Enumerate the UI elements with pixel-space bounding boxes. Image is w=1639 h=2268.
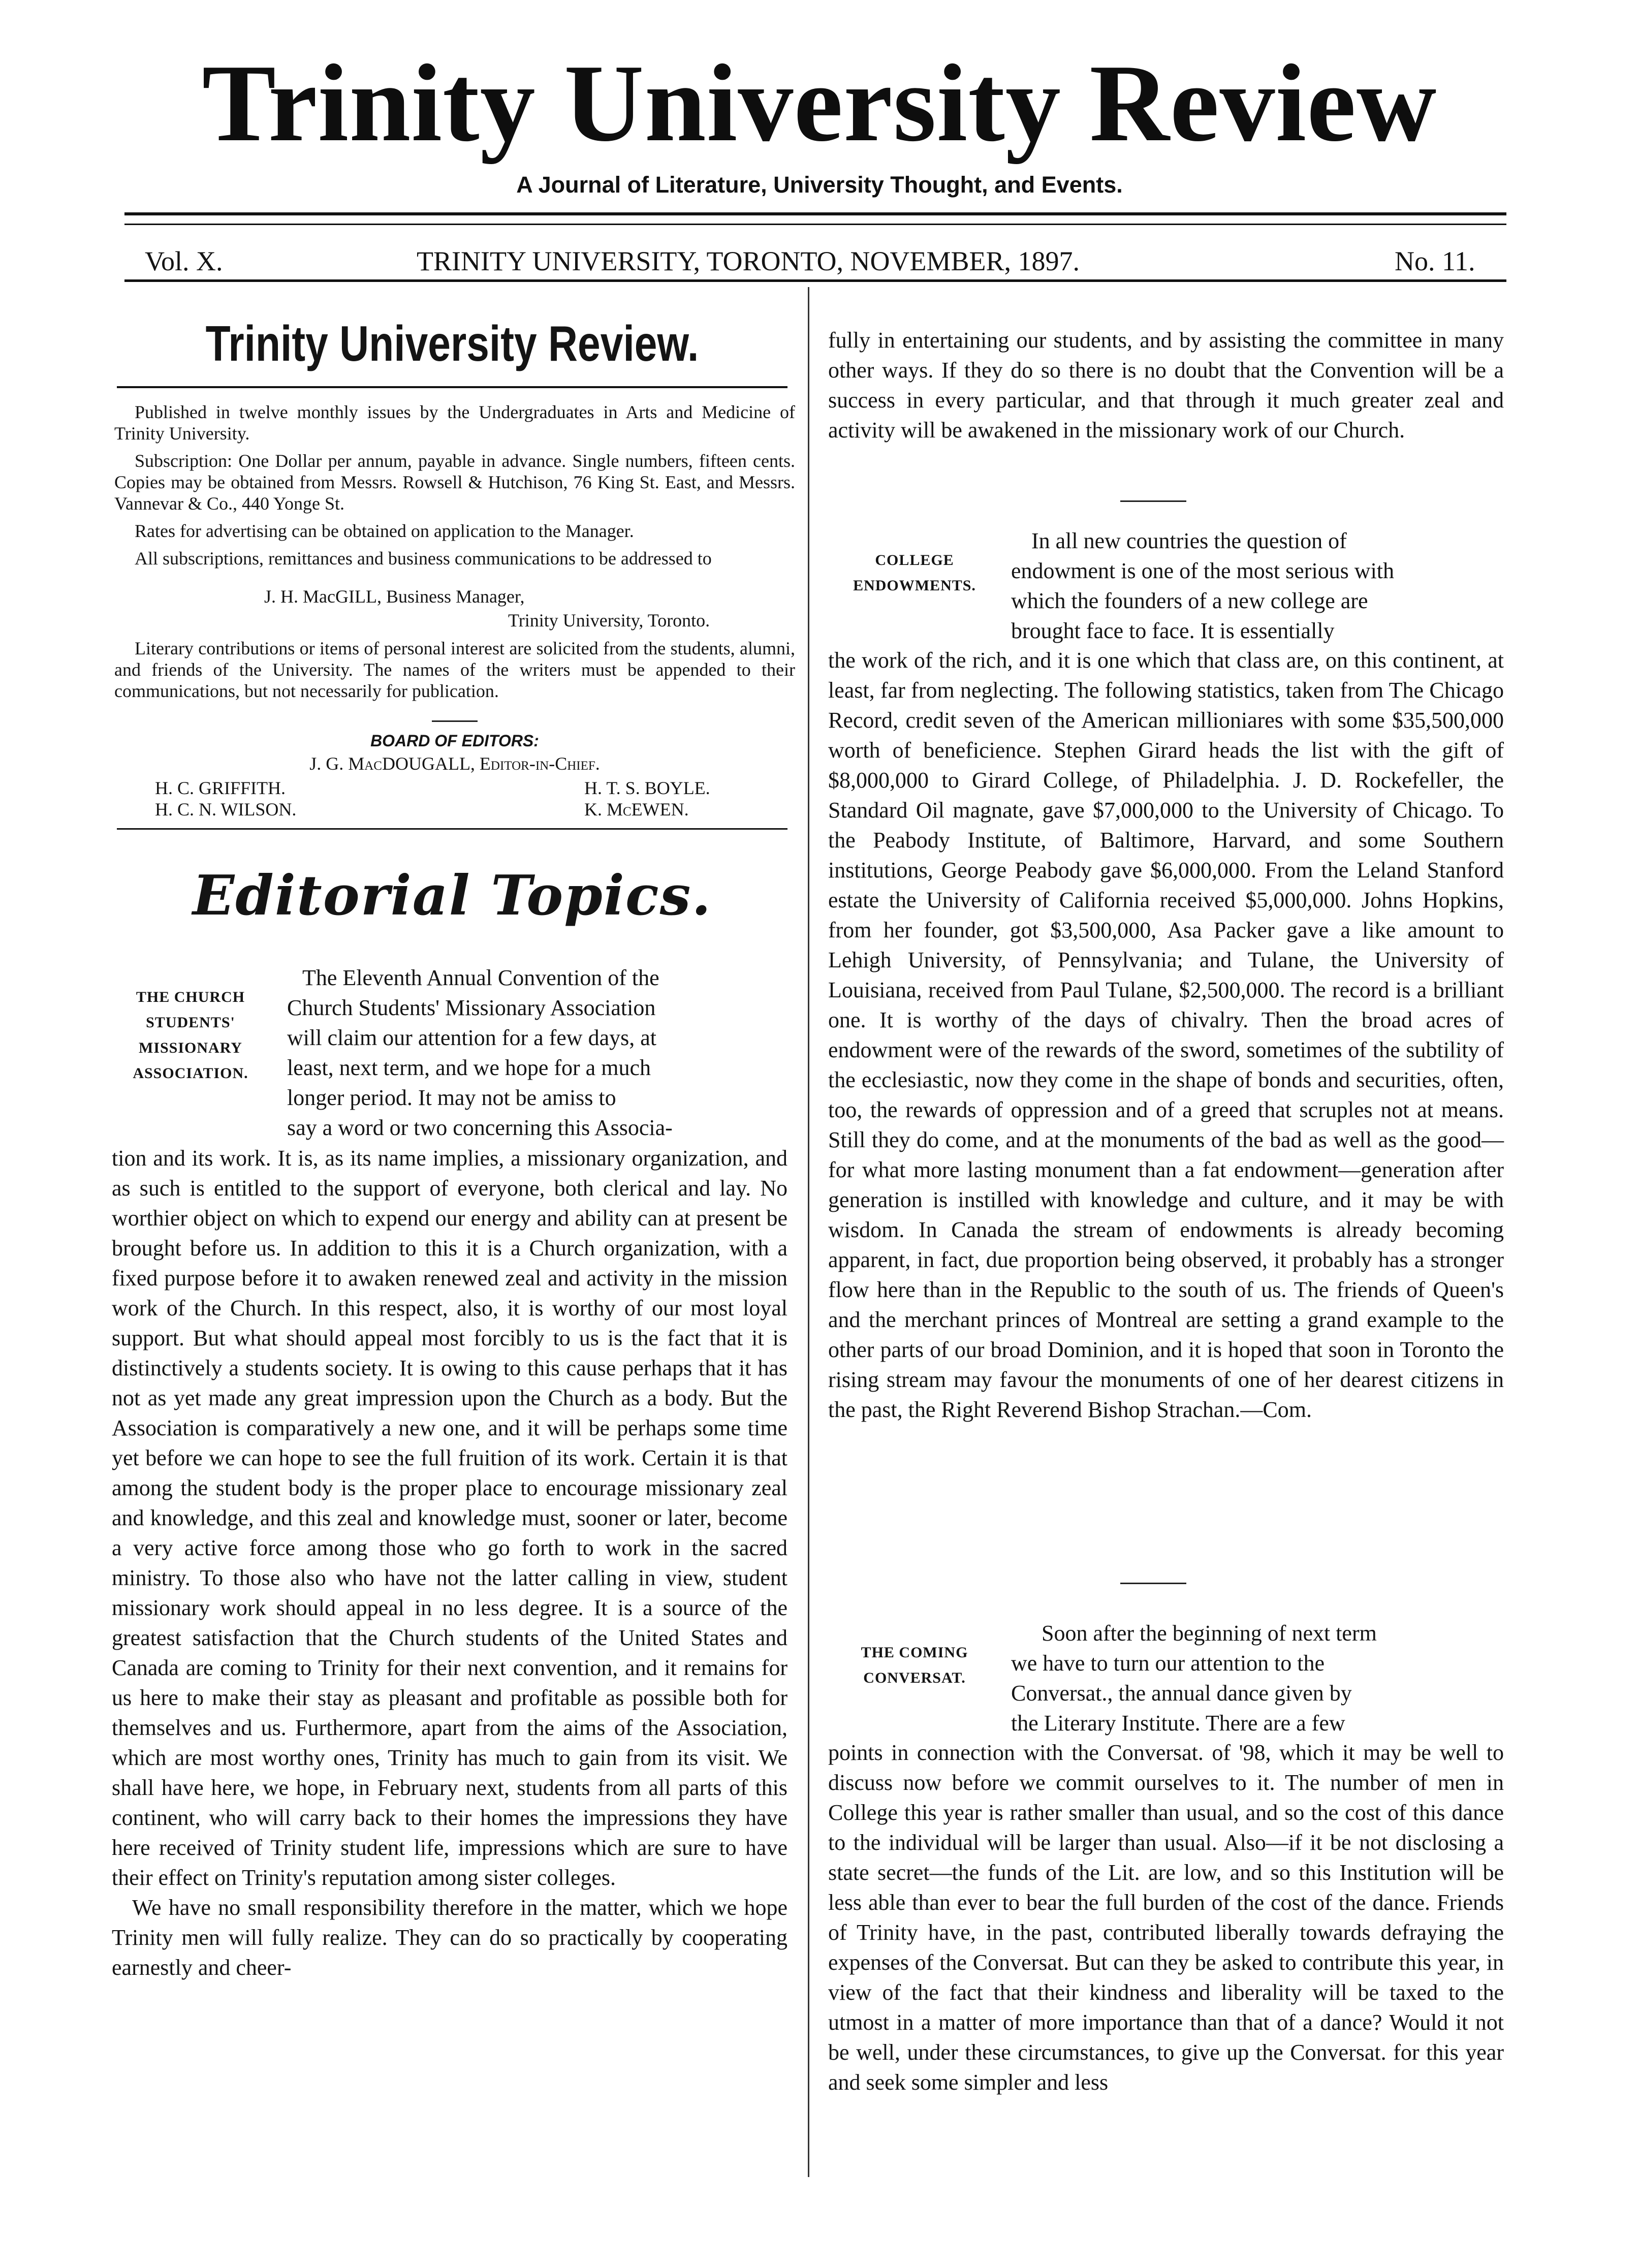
volume-label: Vol. X.	[145, 246, 223, 276]
article-convention-continued: fully in entertaining our students, and by assisting the committee in many other ways. If they do so there is no doubt that the Convention will be a success in every particular, and that through it much greater zeal and activity will be awakened in the missionary work of our Church.	[828, 328, 1504, 443]
article-endowments-body: the work of the rich, and it is one which that class are, on this continent, at least, far from neglecting. The following statistics, taken from The Chicago Record, credit seven of the American millioniares with some $35,500,000 worth of beneficience. Stephen Girard heads the list with the gift of $8,000,000 to Girard College, of Philadelphia. J. D. Rockefeller, the Standard Oil magnate, gave $7,000,000 to the University of Chicago. To the Peabody Institute, of Baltimore, Harvard, and some Southern institutions, George Peabody gave $6,000,000. From the Leland Stanford estate the University of California received $5,000,000. Johns Hopkins, from her founder, got $3,500,000, Asa Packer gave a like amount to Lehigh University, of Pennsylvania; and Tulane, the University of Louisiana, received from Paul Tulane, $2,500,000. The record is a brilliant one. It is worthy of the days of chivalry. Then the broad acres of endowment were of the rewards of the sword, sometimes of the subtility of the ecclesiastic, now they come in the shape of bonds and securities, often, too, the rewards of oppression and of a greed that scruples not at means. Still they do come, and at the monuments of the bad as well as the good—for what more lasting monument than a fat endowment—generation after generation is instilled with knowledge and culture, and it may be with wisdom. In Canada the stream of endowments is already becoming apparent, in fact, due proportion being observed, it probably has a stronger flow here than in the Republic to the south of us. The friends of Queen's and the merchant princes of Montreal are setting a grand example to the other parts of our broad Dominion, and it is hoped that soon in Toronto the rising stream may favour the monuments of one of her dearest citizens in the past, the Right Reverend Bishop Strachan.—Com.	[828, 648, 1504, 1422]
subscription-note: Subscription: One Dollar per annum, payable in advance. Single numbers, fifteen cents. Copies may be obtained from Messrs. Rowsell & Hutchison, 76 King St. East, and Messrs. Vannevar & Co., 440 Yonge St.	[114, 451, 795, 514]
masthead-rule-mid	[124, 224, 1506, 225]
editorial-topics-heading: Editorial Topics.	[192, 864, 712, 928]
masthead-rule-top	[124, 212, 1506, 215]
editor-wilson: H. C. N. WILSON.	[155, 799, 297, 820]
sidehead-college-endowments: COLLEGE ENDOWMENTS.	[853, 552, 976, 594]
issue-place-date: TRINITY UNIVERSITY, TORONTO, NOVEMBER, 1897.	[417, 246, 1080, 276]
article-endowments-intro: In all new countries the question of endowment is one of the most serious with which the founders of a new college are brought face to face. It is essentially	[1011, 528, 1395, 643]
editor-mcewen: K. McEWEN.	[584, 799, 689, 820]
manager-address: Trinity University, Toronto.	[508, 610, 710, 631]
board-rule	[117, 828, 787, 830]
sidehead-coming-conversat: THE COMING CONVERSAT.	[861, 1644, 968, 1686]
article-convention-body: tion and its work. It is, as its name implies, a missionary organization, and as such is entitled to the support of everyone, both clerical and lay. No worthier object on which to expend our energy and ability can at present be brought before us. In addition to this it is a Church organization, with a fixed purpose before it to awaken renewed zeal and activity in the mission work of the Church. In this respect, also, it is worthy of our most loyal support. But what should appeal most forcibly to us is the fact that it is distinctively a students society. It is owing to this cause perhaps that it has not as yet made any great impression upon the Church as a body. But the Association is comparatively a new one, and it will be perhaps some time yet before we can hope to see the full fruition of its work. Certain it is that among the student body is the proper place to encourage missionary zeal and knowledge, and this zeal and knowledge must, sooner or later, become a very active force among those who go forth to work in the sacred ministry. To those also who have not the latter calling in view, student missionary work should appeal in no less degree. It is a source of the greatest satisfaction that the Church students of the United States and Canada are coming to Trinity for their next convention, and it remains for us here to make their stay as pleasant and profitable as possible both for themselves and us. Furthermore, apart from the aims of the Association, which are most worthy ones, Trinity has much to gain from its visit. We shall have here, we hope, in February next, students from all parts of this continent, who will carry back to their homes the impressions they have here received of Trinity student life, impressions which are sure to have their effect on Trinity's reputation among sister colleges. We have no small responsibility therefore in the matter, which we hope Trinity men will fully realize. They can do so practically by cooperating earnestly and cheer-	[112, 1146, 787, 1980]
masthead-title: Trinity University Review	[202, 42, 1437, 165]
advertising-note: Rates for advertising can be obtained on application to the Manager.	[135, 521, 634, 541]
issue-rule	[124, 279, 1506, 282]
address-note: All subscriptions, remittances and business communications to be addressed to	[135, 548, 712, 569]
literary-contributions: Literary contributions or items of personal interest are solicited from the students, alumni, and friends of the University. The names of the writers must be appended to their communications, but not necessarily for publication.	[114, 638, 795, 701]
board-of-editors-label: BOARD OF EDITORS:	[370, 732, 539, 750]
masthead-subtitle: A Journal of Literature, University Thought, and Events.	[516, 172, 1123, 198]
article-conversat-body: points in connection with the Conversat. of '98, which it may be well to discuss now before we commit ourselves to it. The number of men in College this year is rather smaller than usual, and so the cost of this dance to the individual will be larger than usual. Also—if it be not disclosing a state secret—the funds of the Lit. are low, and so this Institution will be less able than ever to bear the full burden of the cost of the dance. Friends of Trinity have, in the past, contributed liberally towards defraying the expenses of the Conversat. But can they be asked to contribute this year, in view of the fact that their kindness and liberality will be taxed to the utmost in a matter of more importance than that of a dance? Would it not be well, under these circumstances, to give up the Conversat. for this year and seek some simpler and less	[828, 1740, 1504, 2095]
article-convention-intro: The Eleventh Annual Convention of the Church Students' Missionary Association will claim our attention for a few days, at least, next term, and we hope for a much longer period. It may not be amiss to say a word or two concerning this Associa-	[287, 965, 673, 1140]
review-heading-rule	[117, 386, 787, 388]
published-note: Published in twelve monthly issues by the Undergraduates in Arts and Medicine of Trinity University.	[114, 402, 795, 444]
column-divider	[808, 287, 809, 2177]
review-heading: Trinity University Review.	[205, 316, 699, 371]
divider-1	[1120, 500, 1186, 502]
article-conversat-intro: Soon after the beginning of next term we have to turn our attention to the Conversat., the annual dance given by the Literary Institute. There are a few	[1011, 1621, 1377, 1736]
sidehead-church-students: THE CHURCH STUDENTS' MISSIONARY ASSOCIATION.	[133, 989, 248, 1082]
editor-boyle: H. T. S. BOYLE.	[584, 778, 710, 798]
editor-griffith: H. C. GRIFFITH.	[155, 778, 286, 798]
editor-in-chief: J. G. MacDOUGALL, Editor-in-Chief.	[309, 753, 600, 774]
divider-2	[1120, 1583, 1186, 1584]
publication-info	[114, 401, 795, 575]
board-short-rule	[432, 720, 478, 722]
issue-number: No. 11.	[1395, 246, 1475, 276]
manager-name: J. H. MacGILL, Business Manager,	[264, 586, 525, 607]
